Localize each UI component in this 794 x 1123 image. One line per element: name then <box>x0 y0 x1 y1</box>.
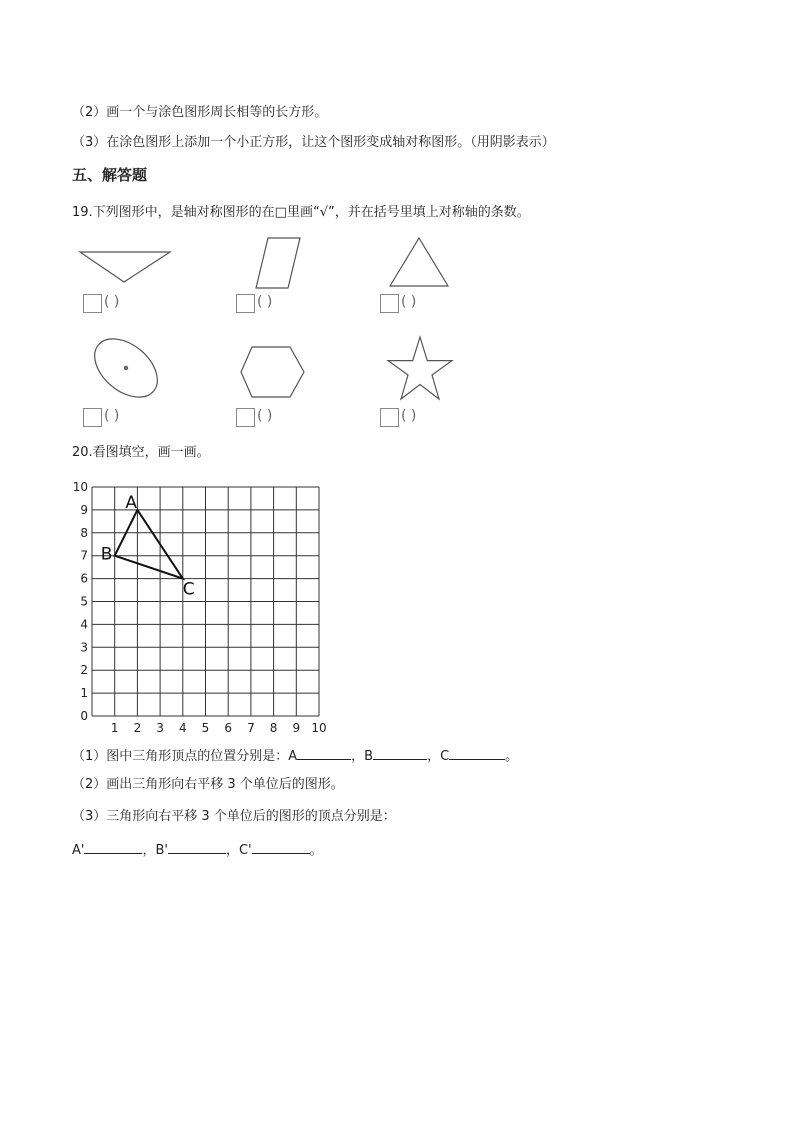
answer-parentheses[interactable]: ( ) <box>104 408 120 424</box>
answer-label-c-prime: ，C' <box>225 843 252 858</box>
answer-blank-b[interactable] <box>373 746 427 760</box>
shape-cell <box>374 334 484 424</box>
parallelogram-icon <box>230 236 340 296</box>
answer-parentheses[interactable]: ( ) <box>104 294 120 310</box>
y-tick-label: 7 <box>80 548 88 563</box>
y-tick-label: 8 <box>80 525 88 540</box>
question-19-prompt: 19.下列图形中，是轴对称图形的在□里画“√”，并在括号里填上对称轴的条数。 <box>72 205 530 220</box>
sub1-end: 。 <box>505 749 519 764</box>
y-tick-label: 2 <box>80 663 88 678</box>
ellipse-icon <box>74 334 184 404</box>
y-tick-label: 4 <box>80 617 88 632</box>
y-tick-label: 9 <box>80 502 88 517</box>
triangle-icon <box>374 236 484 296</box>
shape-cell <box>374 236 484 326</box>
triangle-abc <box>115 510 183 579</box>
y-tick-label: 10 <box>72 480 88 494</box>
shape-cell <box>230 236 340 326</box>
shape-cell <box>74 236 184 326</box>
x-tick-label: 1 <box>110 721 119 735</box>
question-20-sub-1 <box>72 746 518 766</box>
sub1-sep-b: ，B <box>351 749 374 764</box>
shape-cell <box>74 334 184 424</box>
answer-label-a-prime: A' <box>72 843 85 858</box>
answer-label-b-prime: ，B' <box>142 843 168 858</box>
answer-parentheses[interactable]: ( ) <box>257 294 273 310</box>
answer-blank-a-prime[interactable] <box>84 840 142 854</box>
question-20-sub-3-answers <box>72 840 323 860</box>
y-tick-label: 3 <box>80 640 88 655</box>
star-icon <box>374 334 484 404</box>
part4-item-3: （3）在涂色图形上添加一个小正方形，让这个图形变成轴对称图形。（用阴影表示） <box>72 135 555 150</box>
x-tick-label: 9 <box>292 721 301 735</box>
hexagon-icon <box>230 334 340 404</box>
x-tick-label: 2 <box>133 721 142 735</box>
vertex-label-b: B <box>100 544 113 565</box>
answer-blank-b-prime[interactable] <box>168 840 226 854</box>
answer-blank-c-prime[interactable] <box>252 840 310 854</box>
answer-parentheses[interactable]: ( ) <box>401 294 417 310</box>
question-20-prompt: 20.看图填空，画一画。 <box>72 445 210 460</box>
check-box[interactable] <box>236 408 255 427</box>
answer-blank-c[interactable] <box>449 746 505 760</box>
x-tick-label: 8 <box>269 721 278 735</box>
y-tick-label: 5 <box>80 594 88 609</box>
x-tick-label: 10 <box>311 721 327 735</box>
x-tick-label: 5 <box>201 721 210 735</box>
sub1-text: （1）图中三角形顶点的位置分别是：A <box>72 749 298 764</box>
question-20-sub-3: （3）三角形向右平移 3 个单位后的图形的顶点分别是： <box>72 809 396 824</box>
x-tick-label: 3 <box>156 721 164 735</box>
vertex-label-c: C <box>182 579 195 600</box>
check-box[interactable] <box>380 294 399 313</box>
section-heading: 五、解答题 <box>72 166 148 184</box>
coordinate-grid <box>70 474 340 736</box>
x-tick-label: 6 <box>224 721 233 735</box>
answer-parentheses[interactable]: ( ) <box>401 408 417 424</box>
y-tick-label: 1 <box>80 686 88 701</box>
y-tick-label: 6 <box>80 571 88 586</box>
check-box[interactable] <box>83 294 102 313</box>
sub1-sep-c: ，C <box>427 749 450 764</box>
question-20-sub-2: （2）画出三角形向右平移 3 个单位后的图形。 <box>72 777 344 792</box>
answer-blank-a[interactable] <box>297 746 351 760</box>
inverted-triangle-icon <box>74 236 184 296</box>
x-tick-label: 7 <box>247 721 255 735</box>
vertex-label-a: A <box>125 492 138 513</box>
check-box[interactable] <box>236 294 255 313</box>
x-tick-label: 4 <box>178 721 187 735</box>
shape-cell <box>230 334 340 424</box>
y-tick-label: 0 <box>80 709 88 723</box>
check-box[interactable] <box>380 408 399 427</box>
part4-item-2: （2）画一个与涂色图形周长相等的长方形。 <box>72 105 328 120</box>
check-box[interactable] <box>83 408 102 427</box>
answer-parentheses[interactable]: ( ) <box>257 408 273 424</box>
answer-end: 。 <box>309 843 323 858</box>
